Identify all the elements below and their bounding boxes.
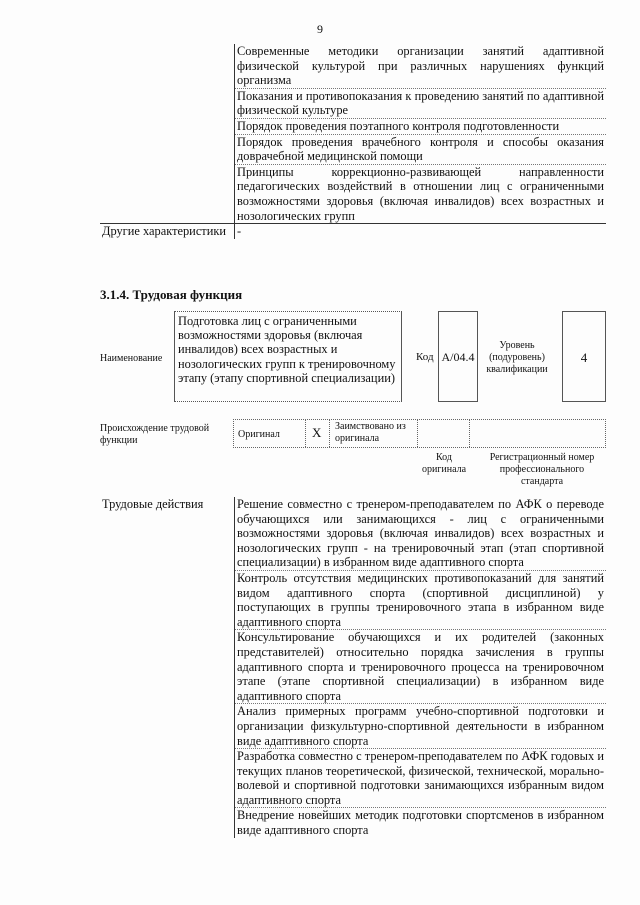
table-row	[100, 224, 606, 239]
labor-action-item: Решение совместно с тренером-преподавателем по АФК о переводе обучающихся или занимающихся - лиц с ограниченными возможностями здоровья (включая инвалидов) всех возрастных и нозологических групп - на тренировочный этап (этап спортивной специализации) в избранном виде адаптивного спорта	[235, 497, 607, 570]
required-knowledge-item: Принципы коррекционно-развивающей направленности педагогических воздействий в отношении лиц с ограниченными возможностями здоровья (включая инвалидов) всех возрастных и нозологических групп	[235, 164, 607, 223]
borrowed-label: Заимствовано из оригинала	[335, 421, 406, 444]
origin-label: Происхождение трудовой функции	[100, 423, 210, 446]
original-code-caption: Код оригинала	[421, 452, 467, 475]
other-characteristics-value: -	[235, 224, 607, 239]
origin-box	[233, 419, 606, 448]
name-label: Наименование	[100, 353, 163, 364]
labor-action-item: Контроль отсутствия медицинских противопоказаний для занятий видом адаптивного спорта (спортивной дисциплиной) у поступающих в группы тренировочного этапа в избранном виде адаптивного спорта	[235, 570, 607, 629]
required-knowledge-item: Современные методики организации занятий адаптивной физической культурой при различных нарушениях функций организма	[235, 44, 607, 88]
original-code-cell	[418, 420, 470, 447]
section-title: 3.1.4. Трудовая функция	[100, 287, 243, 302]
qualification-level-value: 4	[562, 311, 606, 402]
labor-action-item: Внедрение новейших методик подготовки спортсменов в избранном виде адаптивного спорта	[237, 808, 604, 838]
labor-actions-table	[100, 497, 606, 838]
required-knowledge-item: Порядок проведения поэтапного контроля подготовленности	[235, 118, 607, 134]
registration-number-caption: Регистрационный номер профессионального стандарта	[489, 452, 595, 487]
labor-action-item: Анализ примерных программ учебно-спортивной подготовки и организации физкультурно-спортивной деятельности в избранном виде адаптивного спорта	[235, 704, 607, 749]
requirements-table	[100, 44, 606, 239]
required-knowledge-item: Показания и противопоказания к проведению занятий по адаптивной физической культуре	[235, 88, 607, 118]
qualification-level-label: Уровень (подуровень) квалификации	[486, 340, 548, 375]
original-label: Оригинал	[238, 429, 280, 440]
code-label: Код	[416, 351, 434, 363]
function-name-box: Подготовка лиц с ограниченными возможностями здоровья (включая инвалидов) всех возрастных и нозологических групп к тренировочному этапу (этапу спортивной специализации)	[174, 311, 402, 402]
page-number: 9	[317, 22, 323, 36]
required-knowledge-item: Порядок проведения врачебного контроля и способы оказания доврачебной медицинской помощи	[235, 134, 607, 164]
table-row	[100, 497, 606, 570]
labor-action-item: Консультирование обучающихся и их родителей (законных представителей) относительно порядка зачисления в группы адаптивного спорта и тренировочного процесса на тренировочном этапе (этапе спортивной специализации) в избранном виде адаптивного спорта	[235, 630, 607, 704]
code-value: А/04.4	[438, 311, 478, 402]
table-row	[100, 44, 606, 88]
labor-actions-label: Трудовые действия	[100, 497, 235, 838]
original-mark: Х	[312, 425, 322, 440]
other-characteristics-label: Другие характеристики	[100, 224, 235, 239]
labor-action-item: Разработка совместно с тренером-преподавателем по АФК годовых и текущих планов теоретической, физической, технической, морально-волевой и спортивной подготовки занимающихся избранным видом адаптивного спорта	[235, 749, 607, 808]
